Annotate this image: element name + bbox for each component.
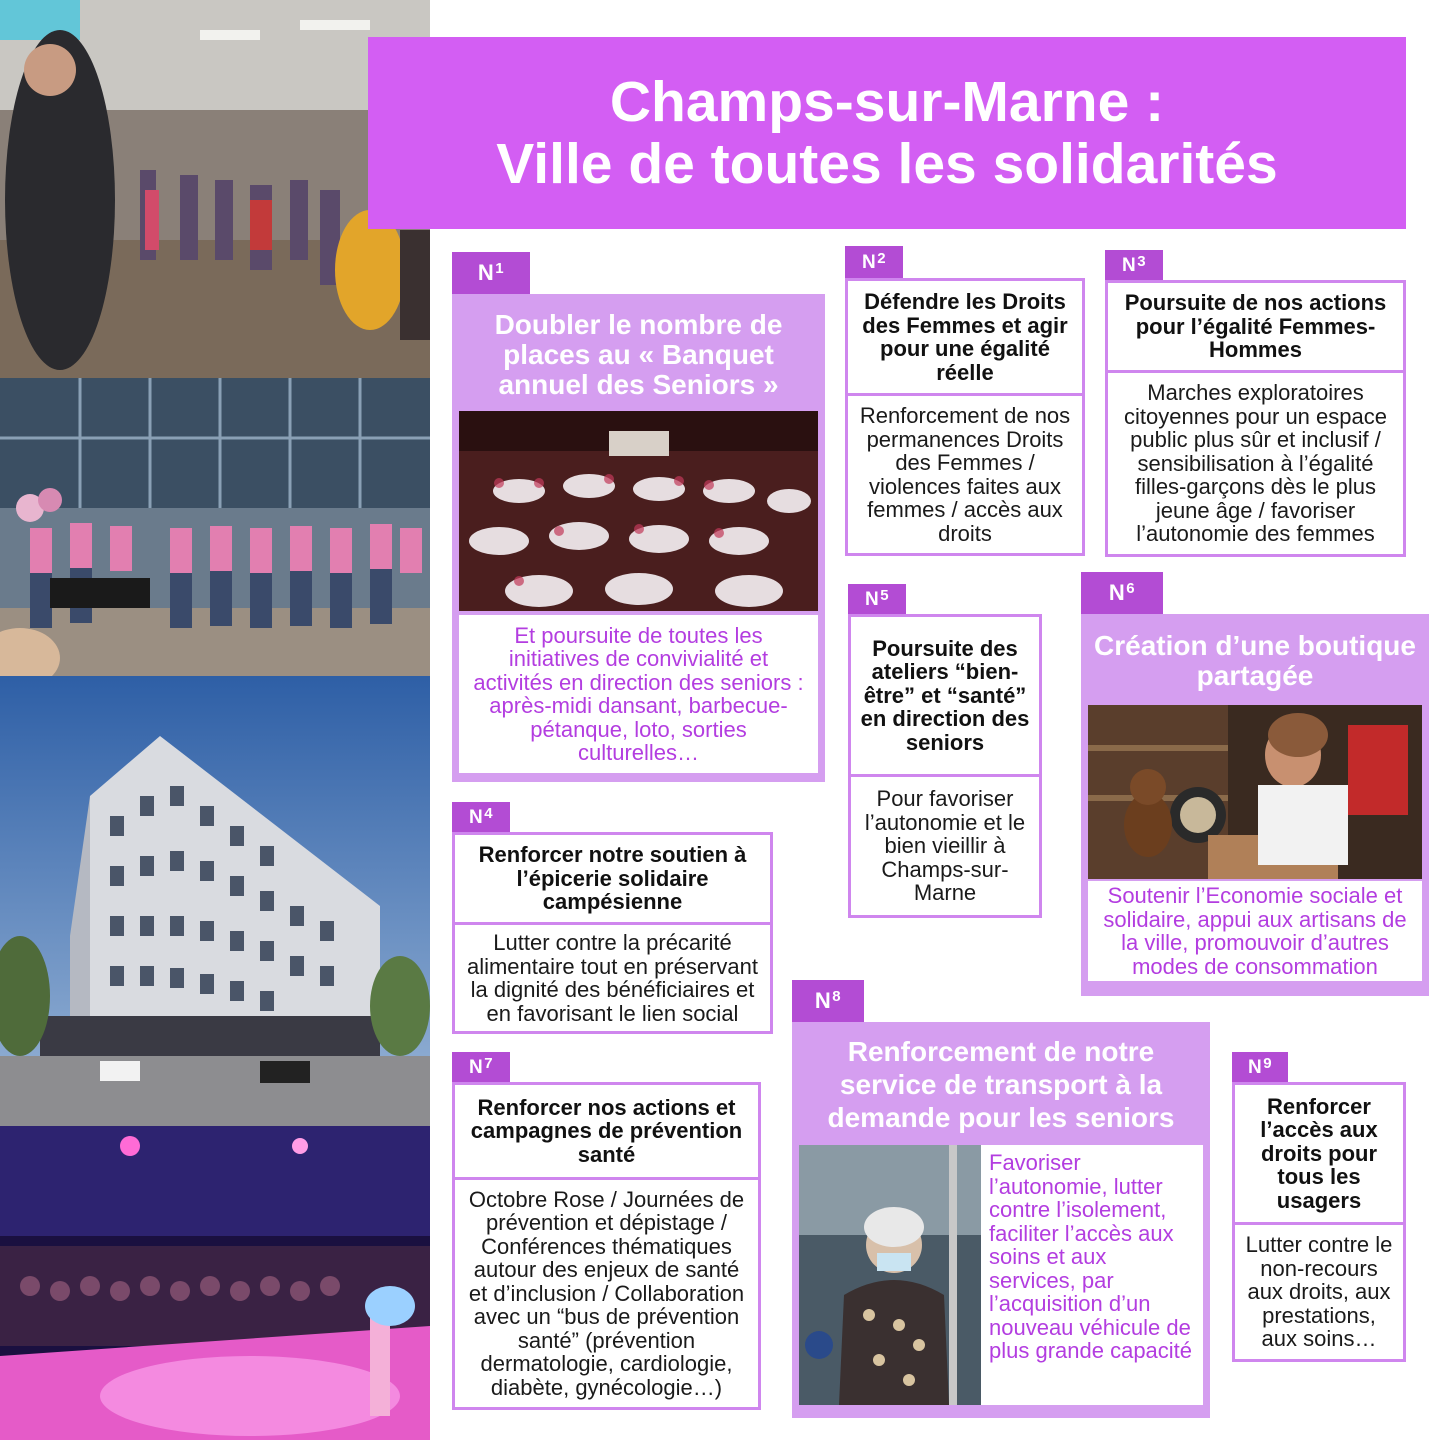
card-8-heading: Renforcement de notre service de transport à la demande pour les seniors	[827, 1035, 1175, 1133]
tag-n9	[1232, 1052, 1288, 1084]
card-2-heading: Défendre les Droits des Femmes et agir pour une égalité réelle	[848, 281, 1082, 396]
card-7	[452, 1082, 761, 1410]
tag-letter: N	[864, 589, 880, 610]
card-4-heading: Renforcer notre soutien à l’épicerie solidaire campésienne	[455, 835, 770, 925]
card-6-heading: Création d’une boutique partagée	[1094, 630, 1416, 691]
title-line-1: Champs-sur-Marne :	[609, 70, 1165, 134]
photo-dance-hall	[0, 0, 430, 378]
tag-number: 3	[1137, 252, 1147, 270]
tag-number: 8	[832, 987, 842, 1005]
tag-number: 4	[484, 804, 494, 822]
card-4-text: Lutter contre la précarité alimentaire tout en préservant la dignité des bénéficiaires et en favorisant le lien social	[466, 930, 759, 1026]
card-5	[848, 614, 1042, 918]
tag-letter: N	[468, 1057, 484, 1078]
tag-n8	[792, 980, 864, 1022]
card-9	[1232, 1082, 1406, 1362]
photo-shared-shop	[1088, 705, 1422, 879]
tag-letter: N	[814, 988, 832, 1013]
tag-letter: N	[1247, 1057, 1263, 1078]
card-1-heading: Doubler le nombre de places au « Banquet annuel des Seniors »	[494, 309, 783, 400]
photo-residential-building	[0, 676, 430, 1126]
photo-show-stage	[0, 1126, 430, 1440]
title-banner	[368, 37, 1406, 229]
photo-senior-banquet	[459, 411, 818, 611]
tag-number: 2	[877, 249, 887, 267]
card-9-text: Lutter contre le non-recours aux droits, aux prestations, aux soins…	[1245, 1232, 1393, 1352]
card-4	[452, 832, 773, 1034]
card-2-text: Renforcement de nos permanences Droits des Femmes / violences faites aux femmes / accès aux droits	[859, 403, 1071, 546]
card-9-heading: Renforcer l’accès aux droits pour tous les usagers	[1235, 1085, 1403, 1225]
card-5-text: Pour favoriser l’autonomie et le bien vieillir à Champs-sur-Marne	[864, 786, 1026, 906]
tag-number: 7	[484, 1054, 494, 1072]
tag-number: 5	[880, 586, 890, 604]
tag-n2	[845, 246, 903, 280]
card-2	[845, 278, 1085, 556]
card-6-text: Soutenir l’Economie sociale et solidaire, appui aux artisans de la ville, promouvoir d’autres modes de consommation	[1088, 881, 1422, 981]
card-7-text: Octobre Rose / Journées de prévention et dépistage / Conférences thématiques autour des enjeux de santé et d’inclusion / Collaboration avec un “bus de prévention santé” (prévention dermatologie, cardiologie, diabète, gynécologie…)	[468, 1186, 745, 1400]
tag-letter: N	[477, 260, 495, 285]
card-7-heading: Renforcer nos actions et campagnes de prévention santé	[455, 1085, 758, 1180]
card-5-heading: Poursuite des ateliers “bien-être” et “santé” en direction des seniors	[851, 617, 1039, 777]
tag-n7	[452, 1052, 510, 1084]
tag-n5	[848, 584, 906, 616]
tag-letter: N	[861, 252, 877, 273]
tag-letter: N	[468, 807, 484, 828]
card-1-text: Et poursuite de toutes les initiatives de convivialité et activités en direction des seniors : après-midi dansant, barbecue-pétanque, loto, sorties culturelles…	[459, 615, 818, 773]
tag-number: 9	[1263, 1054, 1273, 1072]
tag-n3	[1105, 250, 1163, 282]
tag-n1	[452, 252, 530, 294]
card-1	[452, 294, 825, 782]
card-6	[1081, 614, 1429, 996]
tag-n6	[1081, 572, 1163, 614]
photo-choir-performance	[0, 378, 430, 676]
card-3-text: Marches exploratoires citoyennes pour un espace public plus sûr et inclusif / sensibilisation à l’égalité filles-garçons dès le plus jeune âge / favoriser l’autonomie des femmes	[1124, 380, 1387, 547]
tag-letter: N	[1121, 255, 1137, 276]
tag-letter: N	[1108, 580, 1126, 605]
card-3-heading: Poursuite de nos actions pour l’égalité Femmes-Hommes	[1108, 283, 1403, 373]
card-3	[1105, 280, 1406, 557]
tag-number: 1	[495, 259, 505, 277]
photo-senior-transport	[799, 1145, 981, 1405]
card-8-text: Favoriser l’autonomie, lutter contre l’isolement, faciliter l’accès aux soins et aux services, par l’acquisition d’un nouveau véhicule de plus grande capacité	[981, 1145, 1203, 1405]
tag-n4	[452, 802, 510, 834]
title-line-2: Ville de toutes les solidarités	[496, 132, 1278, 196]
tag-number: 6	[1126, 579, 1136, 597]
card-8	[792, 1022, 1210, 1418]
